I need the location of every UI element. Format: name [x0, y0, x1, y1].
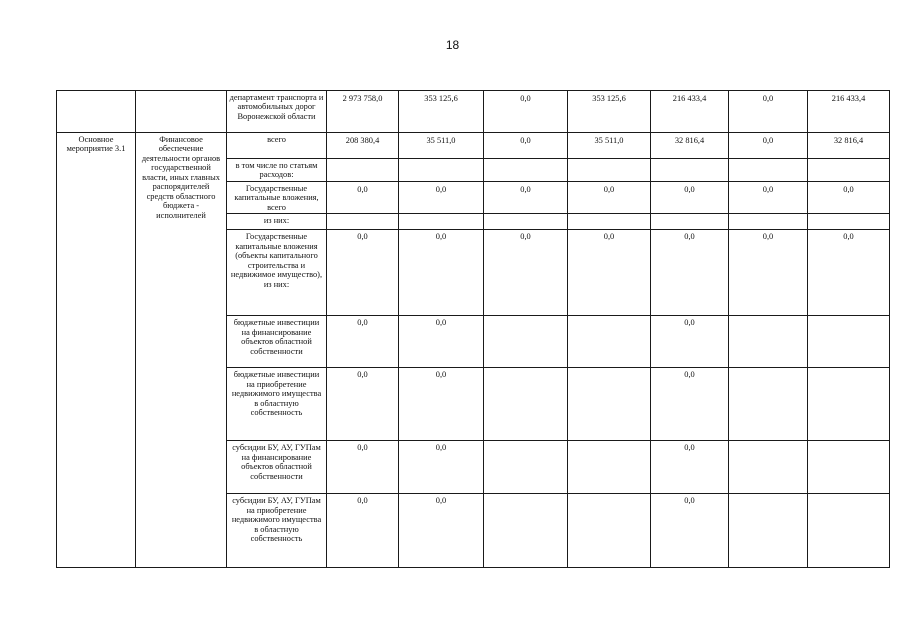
empty-cell — [729, 494, 808, 568]
empty-cell — [651, 214, 729, 230]
page-number: 18 — [445, 38, 460, 52]
empty-cell — [568, 316, 651, 368]
value-cell: 35 511,0 — [568, 133, 651, 159]
row-label: в том числе по статьям расходов: — [227, 159, 327, 182]
empty-cell — [327, 214, 399, 230]
row-label: субсидии БУ, АУ, ГУПам на финансирование объектов областной собственности — [227, 441, 327, 494]
value-cell: 0,0 — [651, 230, 729, 316]
value-cell: 0,0 — [568, 181, 651, 213]
value-cell: 35 511,0 — [399, 133, 484, 159]
empty-cell — [327, 159, 399, 182]
row-label: всего — [227, 133, 327, 159]
value-cell: 216 433,4 — [808, 91, 890, 133]
value-cell: 0,0 — [327, 181, 399, 213]
row-label: бюджетные инвестиции на приобретение недвижимого имущества в областную собственность — [227, 368, 327, 441]
empty-cell — [136, 91, 227, 133]
value-cell: 0,0 — [484, 91, 568, 133]
event-description-cell: Финансовое обеспечение деятельности органов государственной власти, иных главных распорядителей средств областного бюджета - исполнителей — [136, 133, 227, 568]
empty-cell — [729, 214, 808, 230]
empty-cell — [568, 159, 651, 182]
empty-cell — [399, 159, 484, 182]
event-name-cell: Основное мероприятие 3.1 — [57, 133, 136, 568]
value-cell: 0,0 — [651, 316, 729, 368]
value-cell: 353 125,6 — [568, 91, 651, 133]
row-label: бюджетные инвестиции на финансирование объектов областной собственности — [227, 316, 327, 368]
value-cell: 0,0 — [808, 181, 890, 213]
empty-cell — [484, 214, 568, 230]
value-cell: 32 816,4 — [808, 133, 890, 159]
value-cell: 0,0 — [399, 181, 484, 213]
value-cell: 0,0 — [808, 230, 890, 316]
row-label: департамент транспорта и автомобильных дорог Воронежской области — [227, 91, 327, 133]
value-cell: 0,0 — [484, 230, 568, 316]
row-label-sub: из них: — [263, 279, 290, 289]
row-label: Государственные капитальные вложения, всего — [227, 181, 327, 213]
value-cell: 2 973 758,0 — [327, 91, 399, 133]
row-label — [227, 230, 327, 316]
value-cell: 0,0 — [651, 181, 729, 213]
empty-cell — [729, 368, 808, 441]
empty-cell — [808, 494, 890, 568]
value-cell: 0,0 — [651, 441, 729, 494]
table-row — [57, 91, 890, 133]
empty-cell — [484, 441, 568, 494]
value-cell: 0,0 — [327, 316, 399, 368]
empty-cell — [729, 316, 808, 368]
value-cell: 208 380,4 — [327, 133, 399, 159]
value-cell: 0,0 — [327, 494, 399, 568]
empty-cell — [808, 214, 890, 230]
budget-table — [56, 90, 890, 568]
value-cell: 0,0 — [399, 230, 484, 316]
empty-cell — [651, 159, 729, 182]
value-cell: 0,0 — [651, 368, 729, 441]
value-cell: 0,0 — [568, 230, 651, 316]
empty-cell — [729, 159, 808, 182]
empty-cell — [484, 494, 568, 568]
value-cell: 32 816,4 — [651, 133, 729, 159]
value-cell: 0,0 — [484, 181, 568, 213]
empty-cell — [808, 316, 890, 368]
value-cell: 0,0 — [399, 441, 484, 494]
empty-cell — [808, 441, 890, 494]
value-cell: 0,0 — [651, 494, 729, 568]
empty-cell — [484, 368, 568, 441]
value-cell: 0,0 — [729, 181, 808, 213]
value-cell: 0,0 — [729, 91, 808, 133]
table-row — [57, 133, 890, 159]
value-cell: 0,0 — [729, 133, 808, 159]
value-cell: 216 433,4 — [651, 91, 729, 133]
value-cell: 0,0 — [729, 230, 808, 316]
empty-cell — [484, 159, 568, 182]
row-label: субсидии БУ, АУ, ГУПам на приобретение недвижимого имущества в областную собственность — [227, 494, 327, 568]
empty-cell — [568, 494, 651, 568]
empty-cell — [484, 316, 568, 368]
empty-cell — [729, 441, 808, 494]
empty-cell — [808, 368, 890, 441]
value-cell: 0,0 — [327, 368, 399, 441]
empty-cell — [568, 214, 651, 230]
value-cell: 0,0 — [484, 133, 568, 159]
value-cell: 0,0 — [399, 368, 484, 441]
empty-cell — [57, 91, 136, 133]
empty-cell — [568, 368, 651, 441]
empty-cell — [568, 441, 651, 494]
value-cell: 0,0 — [399, 316, 484, 368]
row-label: из них: — [227, 214, 327, 230]
value-cell: 0,0 — [327, 230, 399, 316]
value-cell: 0,0 — [327, 441, 399, 494]
row-label-main: Государственные капитальные вложения (объекты капитального строительства и недвижимое имущество), — [230, 232, 323, 280]
value-cell: 0,0 — [399, 494, 484, 568]
empty-cell — [399, 214, 484, 230]
value-cell: 353 125,6 — [399, 91, 484, 133]
empty-cell — [808, 159, 890, 182]
